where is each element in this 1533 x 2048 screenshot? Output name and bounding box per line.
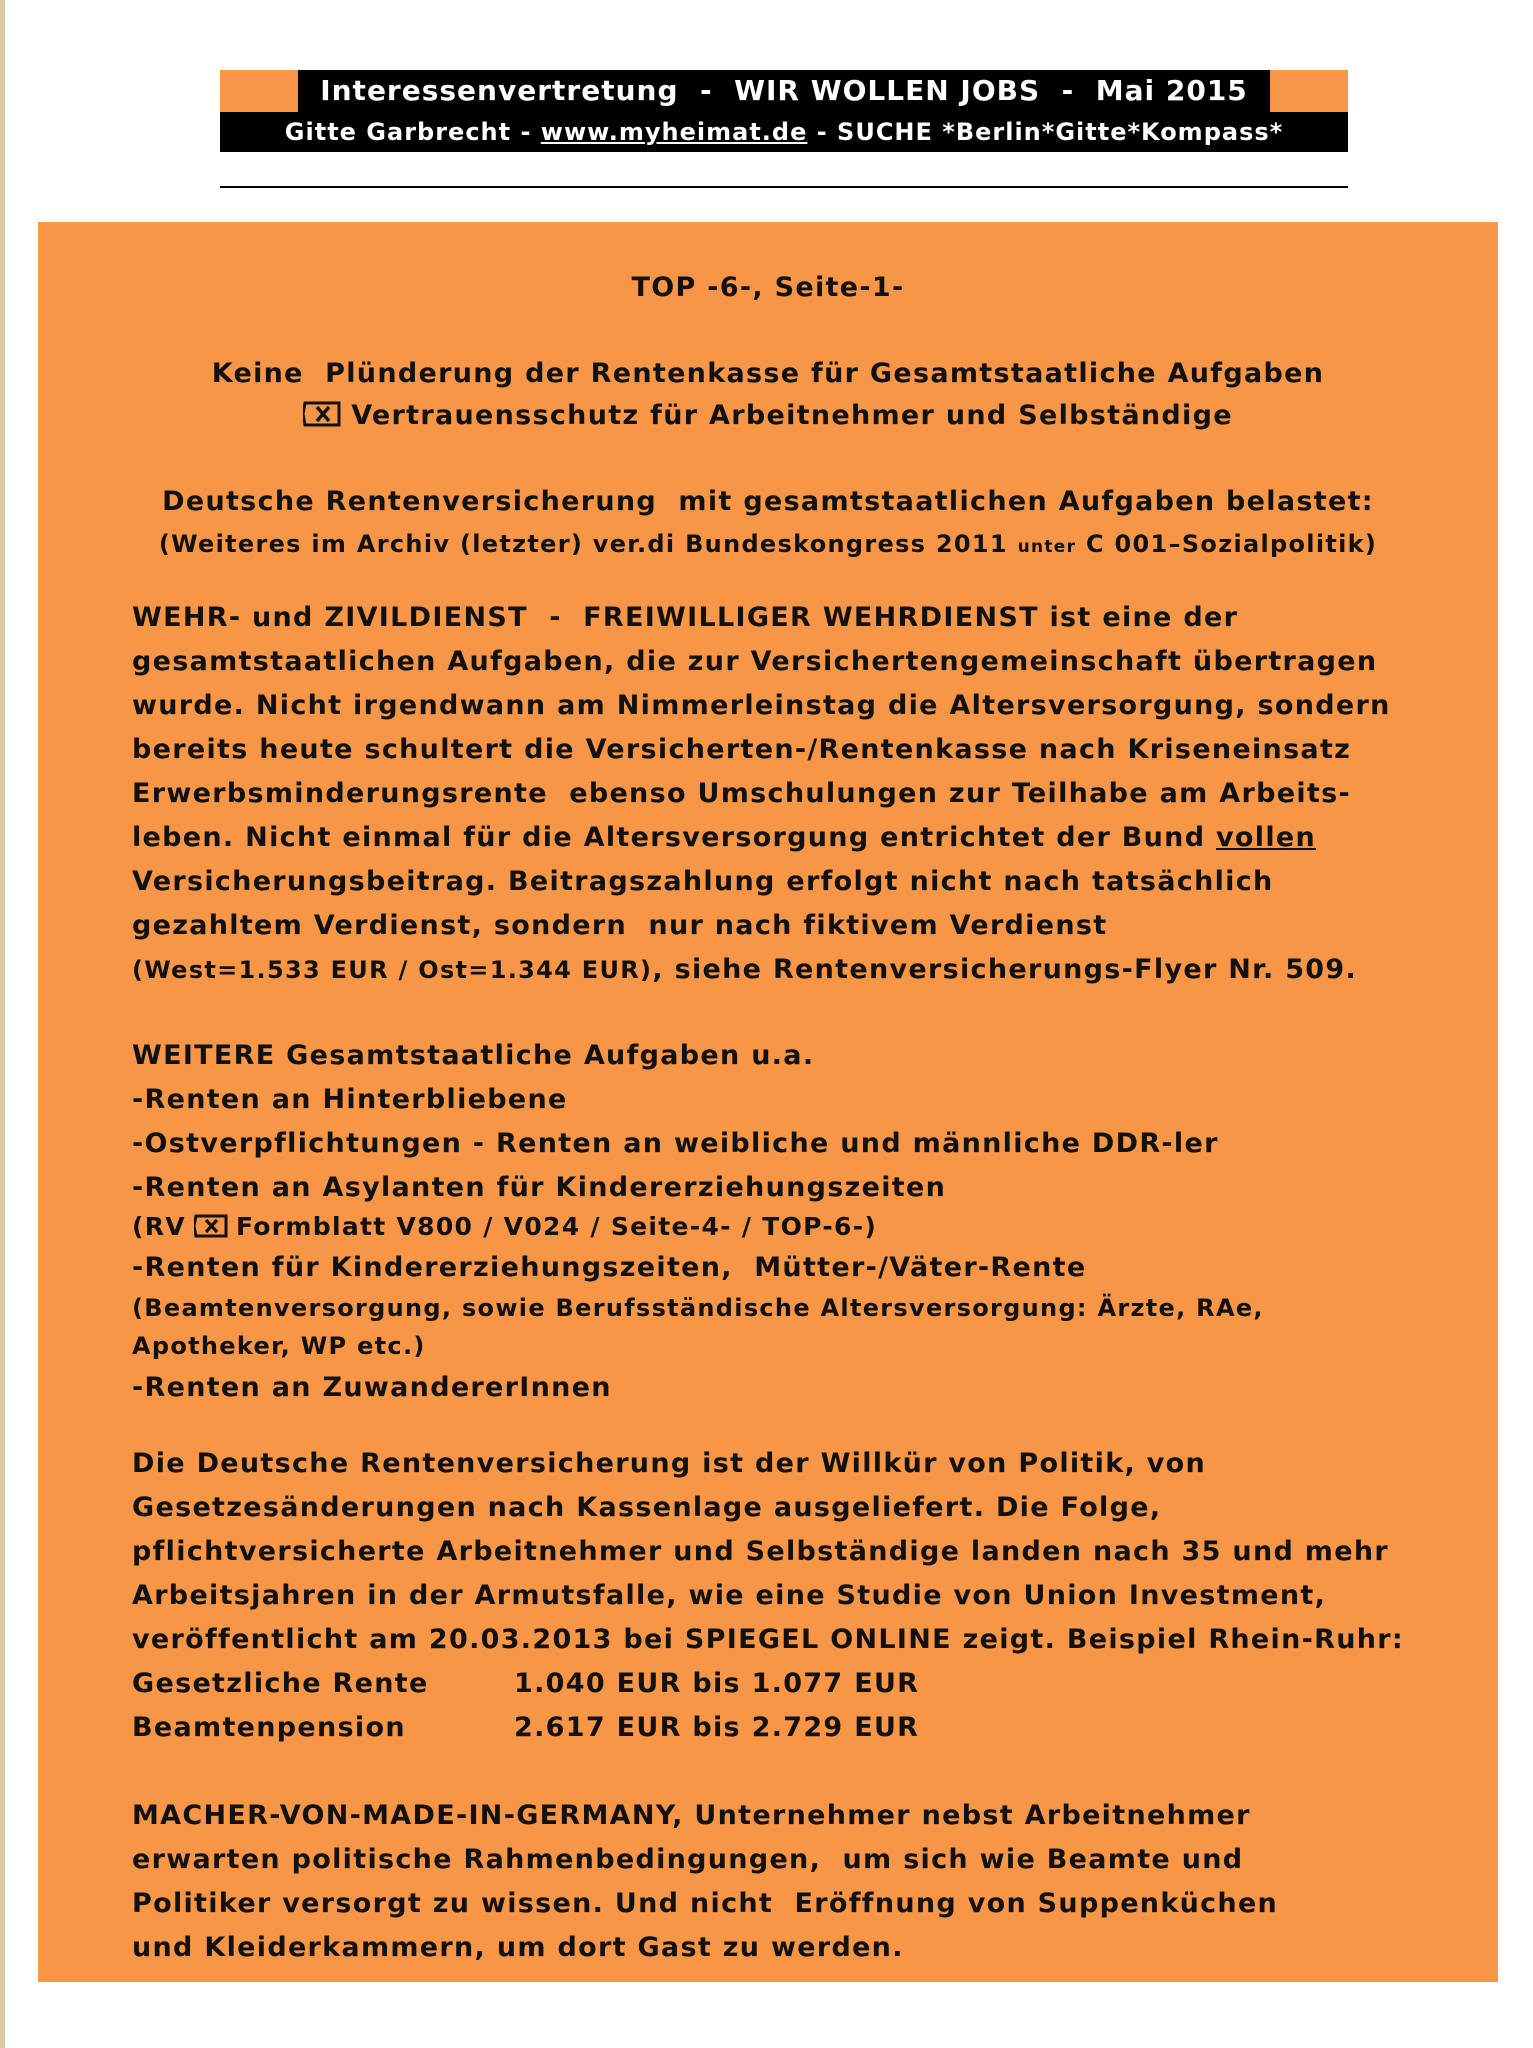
para1-line6-text: leben. Nicht einmal für die Altersversorgung entrichtet der Bund	[132, 822, 1217, 853]
list-note-rv	[132, 1212, 877, 1241]
para2-line: pflichtversicherte Arbeitnehmer und Selbständige landen nach 35 und mehr	[132, 1536, 1389, 1567]
headline-2-text: Vertrauensschutz für Arbeitnehmer und Selbständige	[351, 400, 1233, 431]
para1-line: Erwerbsminderungsrente ebenso Umschulungen zur Teilhabe am Arbeits-	[132, 778, 1351, 809]
subheading-note-c: C 001–Sozialpolitik)	[1076, 530, 1378, 558]
comparison-value: 1.040 EUR bis 1.077 EUR	[514, 1668, 920, 1699]
rv-label: (RV	[132, 1212, 186, 1241]
para1-values: (West=1.533 EUR / Ost=1.344 EUR)	[132, 956, 653, 984]
para1-line: gezahltem Verdienst, sondern nur nach fiktivem Verdienst	[132, 910, 1108, 941]
header-link[interactable]: www.myheimat.de	[540, 118, 808, 146]
header-line-1: Interessenvertretung - WIR WOLLEN JOBS - Mai 2015	[298, 70, 1270, 112]
header-search: - SUCHE *Berlin*Gitte*Kompass*	[807, 118, 1284, 146]
headline-2	[38, 400, 1498, 431]
para1-line: bereits heute schultert die Versicherten-/Rentenkasse nach Kriseneinsatz	[132, 734, 1352, 765]
comparison-label: Gesetzliche Rente	[132, 1668, 429, 1699]
para3-line: MACHER-VON-MADE-IN-GERMANY, Unternehmer nebst Arbeitnehmer	[132, 1800, 1251, 1831]
page-title: TOP -6-, Seite-1-	[631, 272, 905, 303]
subheading: Deutsche Rentenversicherung mit gesamtstaatlichen Aufgaben belastet:	[162, 486, 1374, 517]
list-title: WEITERE Gesamtstaatliche Aufgaben u.a.	[132, 1040, 815, 1071]
content-panel	[38, 222, 1498, 1982]
list-item: -Renten an Asylanten für Kindererziehungszeiten	[132, 1172, 947, 1203]
header-divider	[220, 186, 1348, 188]
header-line-2	[220, 112, 1348, 152]
para1-line	[132, 822, 1316, 853]
para2-line: Arbeitsjahren in der Armutsfalle, wie eine Studie von Union Investment,	[132, 1580, 1327, 1611]
para2-line: Die Deutsche Rentenversicherung ist der Willkür von Politik, von	[132, 1448, 1206, 1479]
para1-line: wurde. Nicht irgendwann am Nimmerleinstag die Altersversorgung, sondern	[132, 690, 1391, 721]
subheading-note-a: (Weiteres im Archiv (letzter) ver.di Bundeskongress 2011	[158, 530, 1018, 558]
comparison-row	[132, 1668, 919, 1699]
para1-line: Versicherungsbeitrag. Beitragszahlung erfolgt nicht nach tatsächlich	[132, 866, 1274, 897]
para3-line: Politiker versorgt zu wissen. Und nicht Eröffnung von Suppenküchen	[132, 1888, 1279, 1919]
para3-line: erwarten politische Rahmenbedingungen, um sich wie Beamte und	[132, 1844, 1244, 1875]
page-left-border	[0, 0, 5, 2048]
header-author: Gitte Garbrecht -	[284, 118, 541, 146]
arrow-box-icon	[303, 401, 341, 427]
para1-line	[132, 954, 1357, 985]
rv-form-ref: Formblatt V800 / V024 / Seite-4- / TOP-6-)	[235, 1212, 878, 1241]
comparison-label: Beamtenpension	[132, 1712, 406, 1743]
list-item: -Renten an Hinterbliebene	[132, 1084, 568, 1115]
comparison-row	[132, 1712, 919, 1743]
comparison-value: 2.617 EUR bis 2.729 EUR	[514, 1712, 920, 1743]
para1-line6-emphasis: vollen	[1216, 822, 1317, 853]
list-item: -Renten für Kindererziehungszeiten, Mütter-/Väter-Rente	[132, 1252, 1087, 1283]
list-item: -Renten an ZuwandererInnen	[132, 1372, 612, 1403]
list-item: -Ostverpflichtungen - Renten an weibliche und männliche DDR-ler	[132, 1128, 1219, 1159]
subheading-note	[38, 530, 1498, 558]
para2-line: veröffentlicht am 20.03.2013 bei SPIEGEL ONLINE zeigt. Beispiel Rhein-Ruhr:	[132, 1624, 1404, 1655]
arrow-box-icon	[194, 1214, 228, 1238]
para3-line: und Kleiderkammern, um dort Gast zu werden.	[132, 1932, 904, 1963]
headline-1: Keine Plünderung der Rentenkasse für Gesamtstaatliche Aufgaben	[211, 358, 1325, 389]
para1-flyer-ref: , siehe Rentenversicherungs-Flyer Nr. 509.	[652, 954, 1358, 985]
subheading-note-b: unter	[1017, 537, 1077, 557]
list-note: Apotheker, WP etc.)	[132, 1332, 426, 1360]
para1-line: gesamtstaatlichen Aufgaben, die zur Versichertengemeinschaft übertragen	[132, 646, 1378, 677]
para1-line: WEHR- und ZIVILDIENST - FREIWILLIGER WEHRDIENST ist eine der	[132, 602, 1239, 633]
list-note: (Beamtenversorgung, sowie Berufsständische Altersversorgung: Ärzte, RAe,	[132, 1294, 1264, 1322]
header-banner	[220, 70, 1348, 152]
para2-line: Gesetzesänderungen nach Kassenlage ausgeliefert. Die Folge,	[132, 1492, 1162, 1523]
